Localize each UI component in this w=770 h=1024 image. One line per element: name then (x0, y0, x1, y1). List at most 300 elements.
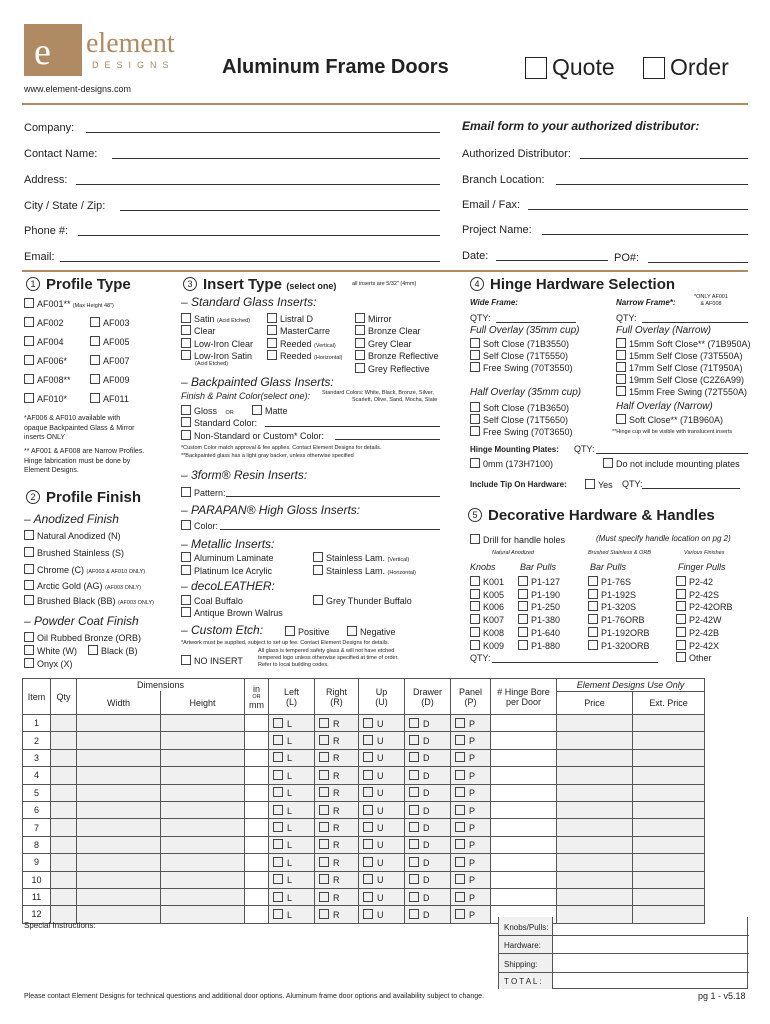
qty-header: Qty (51, 679, 77, 715)
tip-on-label: Include Tip On Hardware: (470, 480, 567, 489)
width-cell[interactable] (77, 801, 161, 818)
hinge-r-cell[interactable]: R (315, 819, 359, 836)
knobs-pulls-total-label: Knobs/Pulls: (504, 923, 549, 932)
hinge-u-cell[interactable]: U (359, 749, 405, 766)
price-cell[interactable] (557, 854, 633, 871)
date-field[interactable] (496, 260, 608, 261)
hinge-d-cell[interactable]: D (405, 836, 451, 853)
bore-cell[interactable] (491, 854, 557, 871)
narrow-17-self-option[interactable]: 17mm Self Close (71T950A) (616, 362, 743, 373)
hinge-d-cell[interactable]: D (405, 888, 451, 905)
contact-name-field[interactable] (112, 158, 440, 159)
height-cell[interactable] (161, 732, 245, 749)
width-cell[interactable] (77, 715, 161, 732)
hinge-d-cell[interactable]: D (405, 784, 451, 801)
bar-pull-item[interactable]: P1-127 (518, 576, 560, 589)
width-cell[interactable] (77, 784, 161, 801)
parapan-color-field[interactable] (220, 529, 440, 530)
hinge-l-cell[interactable]: L (269, 715, 315, 732)
knob-item[interactable]: K005 (470, 589, 504, 602)
width-cell[interactable] (77, 871, 161, 888)
af011-option[interactable]: AF011 (90, 393, 129, 404)
contact-name-label: Contact Name: (24, 148, 98, 160)
price-cell[interactable] (557, 871, 633, 888)
platinum-ice-option[interactable]: Platinum Ice Acrylic (181, 565, 272, 576)
tip-qty-field[interactable] (642, 488, 740, 489)
address-label: Address: (24, 174, 68, 186)
hinge-u-cell[interactable]: U (359, 871, 405, 888)
grey-reflective-option[interactable]: Grey Reflective (355, 363, 430, 374)
hinge-r-cell[interactable]: R (315, 871, 359, 888)
af001-option[interactable]: AF001** (Max Height 48") (24, 298, 114, 309)
finger-pull-item[interactable]: P2-42S (676, 589, 733, 602)
price-cell[interactable] (557, 836, 633, 853)
tip-on-yes-option[interactable]: Yes (585, 479, 613, 490)
hinge-d-cell[interactable]: D (405, 715, 451, 732)
ext-price-cell[interactable] (633, 715, 705, 732)
hinge-l-cell[interactable]: L (269, 732, 315, 749)
hinge-d-cell[interactable]: D (405, 854, 451, 871)
qty-cell[interactable] (51, 854, 77, 871)
nonstandard-color-option[interactable]: Non-Standard or Custom* Color: (181, 430, 324, 441)
narrow-qty-field[interactable] (642, 322, 748, 323)
hinge-p-cell[interactable]: P (451, 784, 491, 801)
bar-pull-item[interactable]: P1-380 (518, 614, 560, 627)
units-cell[interactable] (245, 819, 269, 836)
price-cell[interactable] (557, 732, 633, 749)
hinge-l-cell[interactable]: L (269, 836, 315, 853)
hinge-l-cell[interactable]: L (269, 819, 315, 836)
page-title: Aluminum Frame Doors (222, 56, 449, 78)
white-option[interactable]: White (W) (24, 645, 77, 656)
width-cell[interactable] (77, 888, 161, 905)
email-field[interactable] (60, 261, 440, 262)
bronze-reflective-option[interactable]: Bronze Reflective (355, 350, 439, 361)
af006-option[interactable]: AF006* (24, 355, 67, 366)
units-cell[interactable] (245, 749, 269, 766)
table-row (23, 871, 705, 888)
hinge-p-cell[interactable]: P (451, 906, 491, 923)
finger-pull-item[interactable]: P2-42ORB (676, 601, 733, 614)
height-cell[interactable] (161, 836, 245, 853)
shipping-total-label: Shipping: (504, 960, 538, 969)
no-insert-option[interactable]: NO INSERT (181, 655, 243, 666)
qty-cell[interactable] (51, 784, 77, 801)
bore-cell[interactable] (491, 749, 557, 766)
hinge-r-cell[interactable]: R (315, 906, 359, 923)
hinge-d-cell[interactable]: D (405, 906, 451, 923)
distributor-heading: Email form to your authorized distributor: (462, 119, 700, 133)
black-option[interactable]: Black (B) (88, 645, 138, 656)
hinge-d-cell[interactable]: D (405, 749, 451, 766)
af007-option[interactable]: AF007 (90, 355, 130, 366)
hinge-r-cell[interactable]: R (315, 784, 359, 801)
arctic-gold-option[interactable]: Arctic Gold (AG) (AF003 ONLY) (24, 580, 141, 591)
city-field[interactable] (120, 210, 440, 211)
backpainted-heading: – Backpainted Glass Inserts: (181, 375, 334, 389)
orb-option[interactable]: Oil Rubbed Bronze (ORB) (24, 632, 141, 643)
chrome-option[interactable]: Chrome (C) (AF003 & AF010 ONLY) (24, 564, 145, 575)
bar-pull-item[interactable]: P1-190 (518, 589, 560, 602)
height-cell[interactable] (161, 801, 245, 818)
units-cell[interactable] (245, 871, 269, 888)
bore-cell[interactable] (491, 715, 557, 732)
units-cell[interactable] (245, 767, 269, 784)
units-cell[interactable] (245, 888, 269, 905)
standard-color-option[interactable]: Standard Color: (181, 417, 257, 428)
knob-item[interactable]: K008 (470, 627, 504, 640)
hinge-u-cell[interactable]: U (359, 836, 405, 853)
ext-price-cell[interactable] (633, 749, 705, 766)
ext-price-cell[interactable] (633, 767, 705, 784)
af010-option[interactable]: AF010* (24, 393, 67, 404)
height-cell[interactable] (161, 819, 245, 836)
table-row (23, 749, 705, 766)
hinge-p-cell[interactable]: P (451, 749, 491, 766)
qty-cell[interactable] (51, 836, 77, 853)
order-checkbox[interactable] (643, 57, 665, 79)
reeded-vertical-option[interactable]: Reeded (Vertical) (267, 338, 336, 349)
ext-price-header: Ext. Price (633, 691, 705, 714)
stainless-horizontal-option[interactable]: Stainless Lam. (Horizontal) (313, 565, 416, 576)
mounting-qty-field[interactable] (596, 453, 748, 454)
project-field[interactable] (542, 234, 748, 235)
hinge-r-cell[interactable]: R (315, 801, 359, 818)
qty-cell[interactable] (51, 732, 77, 749)
hinge-d-cell[interactable]: D (405, 801, 451, 818)
full-free-swing-option[interactable]: Free Swing (70T3550) (470, 362, 573, 373)
narrow-full-label: Full Overlay (Narrow) (616, 325, 712, 336)
narrow-half-soft-option[interactable]: Soft Close** (71B960A) (616, 414, 723, 425)
coal-buffalo-option[interactable]: Coal Buffalo (181, 595, 243, 606)
bar-pull-item[interactable]: P1-640 (518, 627, 560, 640)
hinge-r-cell[interactable]: R (315, 715, 359, 732)
bar-pull-item[interactable]: P1-192S (588, 589, 650, 602)
ext-price-cell[interactable] (633, 801, 705, 818)
hinge-l-cell[interactable]: L (269, 906, 315, 923)
drill-note: (Must specify handle location on pg 2) (596, 534, 731, 543)
hinge-l-cell[interactable]: L (269, 888, 315, 905)
narrow-15-free-option[interactable]: 15mm Free Swing (72T550A) (616, 386, 747, 397)
width-cell[interactable] (77, 854, 161, 871)
hinge-p-cell[interactable]: P (451, 767, 491, 784)
order-table (22, 678, 705, 924)
hinge-r-cell[interactable]: R (315, 888, 359, 905)
units-cell[interactable] (245, 732, 269, 749)
hinge-p-cell[interactable]: P (451, 819, 491, 836)
date-label: Date: (462, 250, 489, 262)
finger-pull-item[interactable]: Other (676, 652, 733, 665)
parapan-color-option[interactable]: Color: (181, 520, 218, 531)
hinge-l-cell[interactable]: L (269, 767, 315, 784)
bar-pull-item[interactable]: P1-250 (518, 601, 560, 614)
satin-option[interactable]: Satin (Acid Etched) (181, 313, 250, 324)
hinge-u-cell[interactable]: U (359, 819, 405, 836)
qty-cell[interactable] (51, 888, 77, 905)
af008-option[interactable]: AF008** (24, 374, 71, 385)
ext-price-cell[interactable] (633, 819, 705, 836)
table-row (23, 732, 705, 749)
bronze-clear-option[interactable]: Bronze Clear (355, 325, 421, 336)
page-number: pg 1 - v5.18 (698, 991, 746, 1001)
metallic-heading: – Metallic Inserts: (181, 537, 275, 551)
custom-etch-heading: – Custom Etch: (181, 623, 264, 637)
narrow-half-label: Half Overlay (Narrow) (616, 401, 713, 412)
height-cell[interactable] (161, 784, 245, 801)
height-cell[interactable] (161, 715, 245, 732)
branch-field[interactable] (556, 184, 748, 185)
bore-cell[interactable] (491, 767, 557, 784)
narrow-15-soft-option[interactable]: 15mm Soft Close** (71B950A) (616, 338, 751, 349)
hinge-d-cell[interactable]: D (405, 819, 451, 836)
hinge-p-cell[interactable]: P (451, 801, 491, 818)
special-instructions-field[interactable] (22, 919, 498, 989)
width-cell[interactable] (77, 749, 161, 766)
ext-price-cell[interactable] (633, 854, 705, 871)
height-cell[interactable] (161, 854, 245, 871)
full-self-close-option[interactable]: Self Close (71T5550) (470, 350, 568, 361)
bar-pull-item[interactable]: P1-76S (588, 576, 650, 589)
hinge-p-cell[interactable]: P (451, 854, 491, 871)
finger-pull-item[interactable]: P2-42W (676, 614, 733, 627)
company-label: Company: (24, 122, 75, 134)
city-label: City / State / Zip: (24, 200, 106, 212)
onyx-option[interactable]: Onyx (X) (24, 658, 73, 669)
authorized-field[interactable] (580, 158, 748, 159)
hinge-l-cell[interactable]: L (269, 854, 315, 871)
price-cell[interactable] (557, 784, 633, 801)
hinge-p-cell[interactable]: P (451, 836, 491, 853)
dimensions-header: Dimensions (77, 679, 245, 692)
price-cell[interactable] (557, 801, 633, 818)
half-soft-close-option[interactable]: Soft Close (71B3650) (470, 402, 569, 413)
antique-brown-option[interactable]: Antique Brown Walrus (181, 607, 283, 618)
hinge-u-cell[interactable]: U (359, 784, 405, 801)
af004-option[interactable]: AF004 (24, 336, 64, 347)
powder-heading: – Powder Coat Finish (24, 614, 139, 628)
quote-checkbox[interactable] (525, 57, 547, 79)
reeded-horizontal-option[interactable]: Reeded (Horizontal) (267, 350, 342, 361)
hinge-p-cell[interactable]: P (451, 871, 491, 888)
height-cell[interactable] (161, 871, 245, 888)
height-cell[interactable] (161, 888, 245, 905)
hinge-l-cell[interactable]: L (269, 871, 315, 888)
brushed-black-option[interactable]: Brushed Black (BB) (AF003 ONLY) (24, 595, 154, 606)
height-cell[interactable] (161, 749, 245, 766)
price-cell[interactable] (557, 715, 633, 732)
bore-cell[interactable] (491, 819, 557, 836)
grey-thunder-option[interactable]: Grey Thunder Buffalo (313, 595, 412, 606)
width-cell[interactable] (77, 819, 161, 836)
af002-option[interactable]: AF002 (24, 317, 64, 328)
knob-item[interactable]: K007 (470, 614, 504, 627)
hinge-l-cell[interactable]: L (269, 784, 315, 801)
af003-option[interactable]: AF003 (90, 317, 130, 328)
knob-item[interactable]: K001 (470, 576, 504, 589)
bore-cell[interactable] (491, 836, 557, 853)
wide-qty-field[interactable] (496, 322, 576, 323)
pattern-option[interactable]: Pattern: (181, 487, 226, 498)
full-soft-close-option[interactable]: Soft Close (71B3550) (470, 338, 569, 349)
hinge-r-cell[interactable]: R (315, 732, 359, 749)
finger-pull-item[interactable]: P2-42 (676, 576, 733, 589)
hinge-r-cell[interactable]: R (315, 767, 359, 784)
logo-word: element (86, 28, 175, 59)
height-cell[interactable] (161, 767, 245, 784)
hinge-u-cell[interactable]: U (359, 888, 405, 905)
hinge-p-cell[interactable]: P (451, 715, 491, 732)
hinge-r-cell[interactable]: R (315, 749, 359, 766)
mirror-option[interactable]: Mirror (355, 313, 392, 324)
standard-colors-note: Standard Colors: White, Black, Bronze, Silver, Scarlett, Olive, Sand, Mocha, Slate (322, 390, 438, 403)
table-row (23, 836, 705, 853)
qty-cell[interactable] (51, 819, 77, 836)
finger-pull-item[interactable]: P2-42X (676, 640, 733, 653)
qty-cell[interactable] (51, 749, 77, 766)
natural-anodized-option[interactable]: Natural Anodized (N) (24, 530, 121, 541)
address-field[interactable] (76, 184, 440, 185)
positive-option[interactable]: Positive (285, 626, 330, 637)
hinge-r-cell[interactable]: R (315, 836, 359, 853)
various-finishes-group: Various Finishes (684, 550, 725, 556)
qty-cell[interactable] (51, 767, 77, 784)
af005-option[interactable]: AF005 (90, 336, 130, 347)
hinge-d-cell[interactable]: D (405, 732, 451, 749)
hinge-l-cell[interactable]: L (269, 801, 315, 818)
hinge-u-cell[interactable]: U (359, 801, 405, 818)
af009-option[interactable]: AF009 (90, 374, 130, 385)
ext-price-cell[interactable] (633, 871, 705, 888)
clear-option[interactable]: Clear (181, 325, 216, 336)
bar-pull-item[interactable]: P1-76ORB (588, 614, 650, 627)
low-iron-clear-option[interactable]: Low-Iron Clear (181, 338, 253, 349)
ext-price-cell[interactable] (633, 836, 705, 853)
hinge-l-cell[interactable]: L (269, 749, 315, 766)
narrow-19-self-option[interactable]: 19mm Self Close (C2Z6A99) (616, 374, 744, 385)
units-cell[interactable] (245, 801, 269, 818)
ext-price-cell[interactable] (633, 732, 705, 749)
bore-cell[interactable] (491, 732, 557, 749)
width-cell[interactable] (77, 836, 161, 853)
mastercarre-option[interactable]: MasterCarre (267, 325, 330, 336)
bar-pull-item[interactable]: P1-320ORB (588, 640, 650, 653)
special-instructions-label: Special Instructions: (24, 921, 96, 930)
bore-cell[interactable] (491, 784, 557, 801)
gloss-option[interactable]: Gloss OR (181, 405, 240, 416)
finger-pull-item[interactable]: P2-42B (676, 627, 733, 640)
grey-clear-option[interactable]: Grey Clear (355, 338, 412, 349)
hinge-heading: 4 Hinge Hardware Selection (470, 276, 675, 294)
footer-note: Please contact Element Designs for technical questions and additional door options. Aluminum frame door options and availability subject to change. (24, 993, 484, 1000)
hinge-r-cell[interactable]: R (315, 854, 359, 871)
bore-cell[interactable] (491, 871, 557, 888)
narrow-15-self-option[interactable]: 15mm Self Close (73T550A) (616, 350, 743, 361)
half-overlay-label: Half Overlay (35mm cup) (470, 387, 582, 398)
hinge-u-cell[interactable]: U (359, 732, 405, 749)
ext-price-cell[interactable] (633, 888, 705, 905)
totals-box (498, 917, 748, 989)
listral-option[interactable]: Listral D (267, 313, 313, 324)
ext-price-cell[interactable] (633, 784, 705, 801)
item-header: Item (23, 679, 51, 715)
width-cell[interactable] (77, 767, 161, 784)
bar-pull-item[interactable]: P1-192ORB (588, 627, 650, 640)
price-cell[interactable] (557, 749, 633, 766)
bar-pull-item[interactable]: P1-320S (588, 601, 650, 614)
table-row (23, 784, 705, 801)
hinge-u-cell[interactable]: U (359, 906, 405, 923)
hinge-d-cell[interactable]: D (405, 767, 451, 784)
profile-note-1: *AF006 & AF010 available with opaque Backpainted Glass & Mirror inserts ONLY (24, 415, 135, 441)
units-cell[interactable] (245, 836, 269, 853)
hinge-u-cell[interactable]: U (359, 854, 405, 871)
nonstandard-color-field[interactable] (335, 439, 440, 440)
knob-list (470, 576, 504, 652)
company-field[interactable] (86, 132, 440, 133)
website[interactable]: www.element-designs.com (24, 84, 132, 94)
hinge-d-cell[interactable]: D (405, 871, 451, 888)
profile-type-heading: 1 Profile Type (26, 276, 131, 294)
no-mounting-plates-option[interactable]: Do not include mounting plates (603, 458, 740, 469)
standard-color-field[interactable] (265, 426, 440, 427)
row-number: 12 (23, 906, 51, 923)
mount-0mm-option[interactable]: 0mm (173H7100) (470, 458, 553, 469)
units-cell[interactable] (245, 854, 269, 871)
half-free-swing-option[interactable]: Free Swing (70T3650) (470, 426, 573, 437)
phone-label: Phone #: (24, 225, 69, 237)
bar-pull-list-2 (588, 576, 650, 652)
finger-pulls-label: Finger Pulls (678, 562, 726, 572)
low-iron-satin-option[interactable]: Low-Iron Satin (181, 350, 252, 361)
price-cell[interactable] (557, 767, 633, 784)
hardware-qty-field[interactable] (492, 662, 658, 663)
hinge-u-cell[interactable]: U (359, 715, 405, 732)
drill-option[interactable]: Drill for handle holes (470, 534, 565, 545)
matte-option[interactable]: Matte (252, 405, 288, 416)
hinge-p-cell[interactable]: P (451, 732, 491, 749)
knob-item[interactable]: K009 (470, 640, 504, 653)
brushed-stainless-option[interactable]: Brushed Stainless (S) (24, 547, 124, 558)
qty-cell[interactable] (51, 801, 77, 818)
bore-cell[interactable] (491, 801, 557, 818)
phone-field[interactable] (78, 235, 440, 236)
hinge-bore-header: # Hinge Bore per Door (491, 679, 557, 715)
price-cell[interactable] (557, 819, 633, 836)
units-cell[interactable] (245, 715, 269, 732)
stainless-vertical-option[interactable]: Stainless Lam. (Vertical) (313, 552, 409, 563)
email-fax-field[interactable] (528, 209, 748, 210)
price-cell[interactable] (557, 888, 633, 905)
aluminum-laminate-option[interactable]: Aluminum Laminate (181, 552, 274, 563)
profile-note-2: ** AF001 & AF008 are Narrow Profiles. Hinge fabrication must be done by Element Designs. (24, 448, 145, 474)
knobs-label: Knobs (470, 562, 496, 572)
units-cell[interactable] (245, 784, 269, 801)
knob-item[interactable]: K006 (470, 601, 504, 614)
authorized-label: Authorized Distributor: (462, 148, 571, 160)
qty-cell[interactable] (51, 715, 77, 732)
bar-pull-item[interactable]: P1-880 (518, 640, 560, 653)
po-field[interactable] (648, 262, 748, 263)
hinge-u-cell[interactable]: U (359, 767, 405, 784)
hinge-p-cell[interactable]: P (451, 888, 491, 905)
qty-cell[interactable] (51, 871, 77, 888)
bore-cell[interactable] (491, 888, 557, 905)
panel-header: Panel (P) (451, 679, 491, 715)
width-cell[interactable] (77, 732, 161, 749)
negative-option[interactable]: Negative (347, 626, 396, 637)
half-self-close-option[interactable]: Self Close (71T5650) (470, 414, 568, 425)
pattern-field[interactable] (226, 496, 440, 497)
